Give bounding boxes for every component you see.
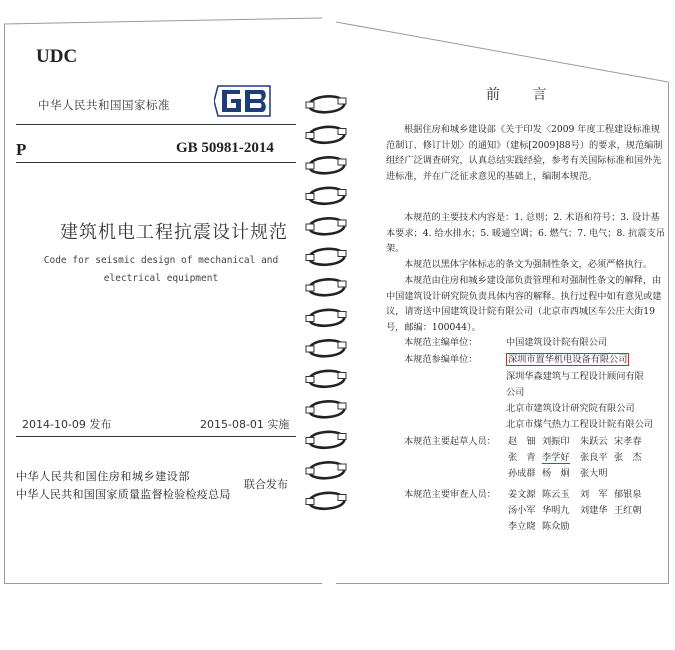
person-name: 华明九 bbox=[542, 505, 570, 516]
person-name: 郁银泉 bbox=[614, 489, 642, 500]
person-name: 孙成群 bbox=[508, 468, 536, 479]
chief-unit: 中国建筑设计院有限公司 bbox=[506, 337, 608, 348]
date-rule bbox=[16, 436, 296, 437]
participating-unit: 深圳华森建筑与工程设计顾问有限 bbox=[506, 371, 644, 382]
spiral-ring-icon bbox=[306, 249, 346, 265]
participating-unit: 北京市煤气热力工程设计院有限公司 bbox=[506, 419, 653, 430]
participating-unit: 北京市建筑设计研究院有限公司 bbox=[506, 403, 635, 414]
reviewers-label: 本规范主要审查人员： bbox=[404, 489, 496, 500]
participating-label: 本规范参编单位： bbox=[404, 354, 478, 365]
number-rule bbox=[16, 162, 296, 163]
person-name: 姜文源 bbox=[508, 489, 536, 500]
spiral-ring-icon bbox=[306, 371, 346, 387]
spiral-ring-icon bbox=[306, 157, 346, 173]
foreword-paragraph-4: 本规范由住房和城乡建设部负责管理和对强制性条文的解释，由中国建筑设计研究院负责具体内容的解释。执行过程中如有意见或建议，请寄送中国建筑设计院有限公司（北京市西城区车公庄大街19号，邮编：100044）。 bbox=[386, 275, 662, 333]
person-name: 汤小军 bbox=[508, 505, 536, 516]
person-name: 宋孝春 bbox=[614, 436, 642, 447]
spiral-ring-icon bbox=[306, 310, 346, 326]
person-name: 李立晓 bbox=[508, 521, 536, 532]
drafters-label: 本规范主要起草人员： bbox=[404, 436, 496, 447]
person-name: 陈云玉 bbox=[542, 489, 570, 500]
participating-unit bbox=[506, 352, 629, 368]
spiral-ring-icon bbox=[306, 188, 346, 204]
person-name: 张 杰 bbox=[614, 452, 642, 463]
person-name: 李学好 bbox=[542, 452, 570, 463]
spiral-ring-icon bbox=[306, 432, 346, 448]
person-name: 刘振印 bbox=[542, 436, 570, 447]
chief-unit-label: 本规范主编单位： bbox=[404, 337, 478, 348]
issue-date: 2014-10-09 发布 bbox=[22, 418, 112, 431]
spiral-ring-icon bbox=[306, 96, 346, 112]
title-english bbox=[0, 252, 322, 288]
spiral-binding-icon bbox=[300, 90, 360, 650]
category-code: P bbox=[16, 140, 27, 159]
spiral-ring-icon bbox=[306, 340, 346, 356]
publisher-aqsiq: 中华人民共和国国家质量监督检验检疫总局 bbox=[16, 488, 231, 501]
gb-number: GB 50981-2014 bbox=[176, 140, 274, 156]
foreword-paragraph-2: 本规范的主要技术内容是：1. 总则；2. 术语和符号；3. 设计基本要求；4. 给水排水；5. 暖通空调；6. 燃气；7. 电气；8. 抗震支吊架。 bbox=[386, 212, 665, 254]
udc-label: UDC bbox=[36, 46, 78, 67]
highlighted-unit: 深圳市置华机电设备有限公司 bbox=[508, 354, 628, 365]
person-name: 刘建华 bbox=[580, 505, 608, 516]
person-name: 朱跃云 bbox=[580, 436, 608, 447]
gb-logo-icon bbox=[214, 84, 274, 118]
spiral-ring-icon bbox=[306, 462, 346, 478]
person-name: 杨 炯 bbox=[542, 468, 570, 479]
standard-name: 中华人民共和国国家标准 bbox=[38, 98, 170, 112]
participating-unit: 公司 bbox=[506, 387, 525, 398]
spiral-ring-icon bbox=[306, 401, 346, 417]
foreword-heading: 前 言 bbox=[486, 87, 561, 103]
person-name: 张良平 bbox=[580, 452, 608, 463]
spiral-ring-icon bbox=[306, 493, 346, 509]
spiral-ring-icon bbox=[306, 127, 346, 143]
foreword-paragraph-3: 本规范以黑体字体标志的条文为强制性条文，必须严格执行。 bbox=[404, 259, 653, 270]
spiral-ring-icon bbox=[306, 279, 346, 295]
header-rule bbox=[16, 124, 296, 125]
person-name: 赵 钿 bbox=[508, 436, 536, 447]
publisher-mohurd: 中华人民共和国住房和城乡建设部 bbox=[16, 470, 190, 483]
person-name: 陈众励 bbox=[542, 521, 570, 532]
person-name: 张大明 bbox=[580, 468, 608, 479]
jointly-issued: 联合发布 bbox=[244, 478, 288, 491]
foreword-paragraph-1: 根据住房和城乡建设部《关于印发〈2009 年度工程建设标准规范制订、修订计划〉的通知》（建标[2009]88号）的要求，规范编制组经广泛调查研究，认真总结实践经验，参考有关国际标准和国外先进标准，并在广泛征求意见的基础上，编制本规范。 bbox=[386, 124, 663, 182]
spiral-ring-icon bbox=[306, 218, 346, 234]
title-chinese: 建筑机电工程抗震设计规范 bbox=[60, 222, 288, 243]
person-name: 张 青 bbox=[508, 452, 536, 463]
title-english-text: Code for seismic design of mechanical and electrical equipment bbox=[43, 255, 279, 284]
effective-date: 2015-08-01 实施 bbox=[200, 418, 290, 431]
person-name: 刘 军 bbox=[580, 489, 608, 500]
person-name: 王红朝 bbox=[614, 505, 642, 516]
